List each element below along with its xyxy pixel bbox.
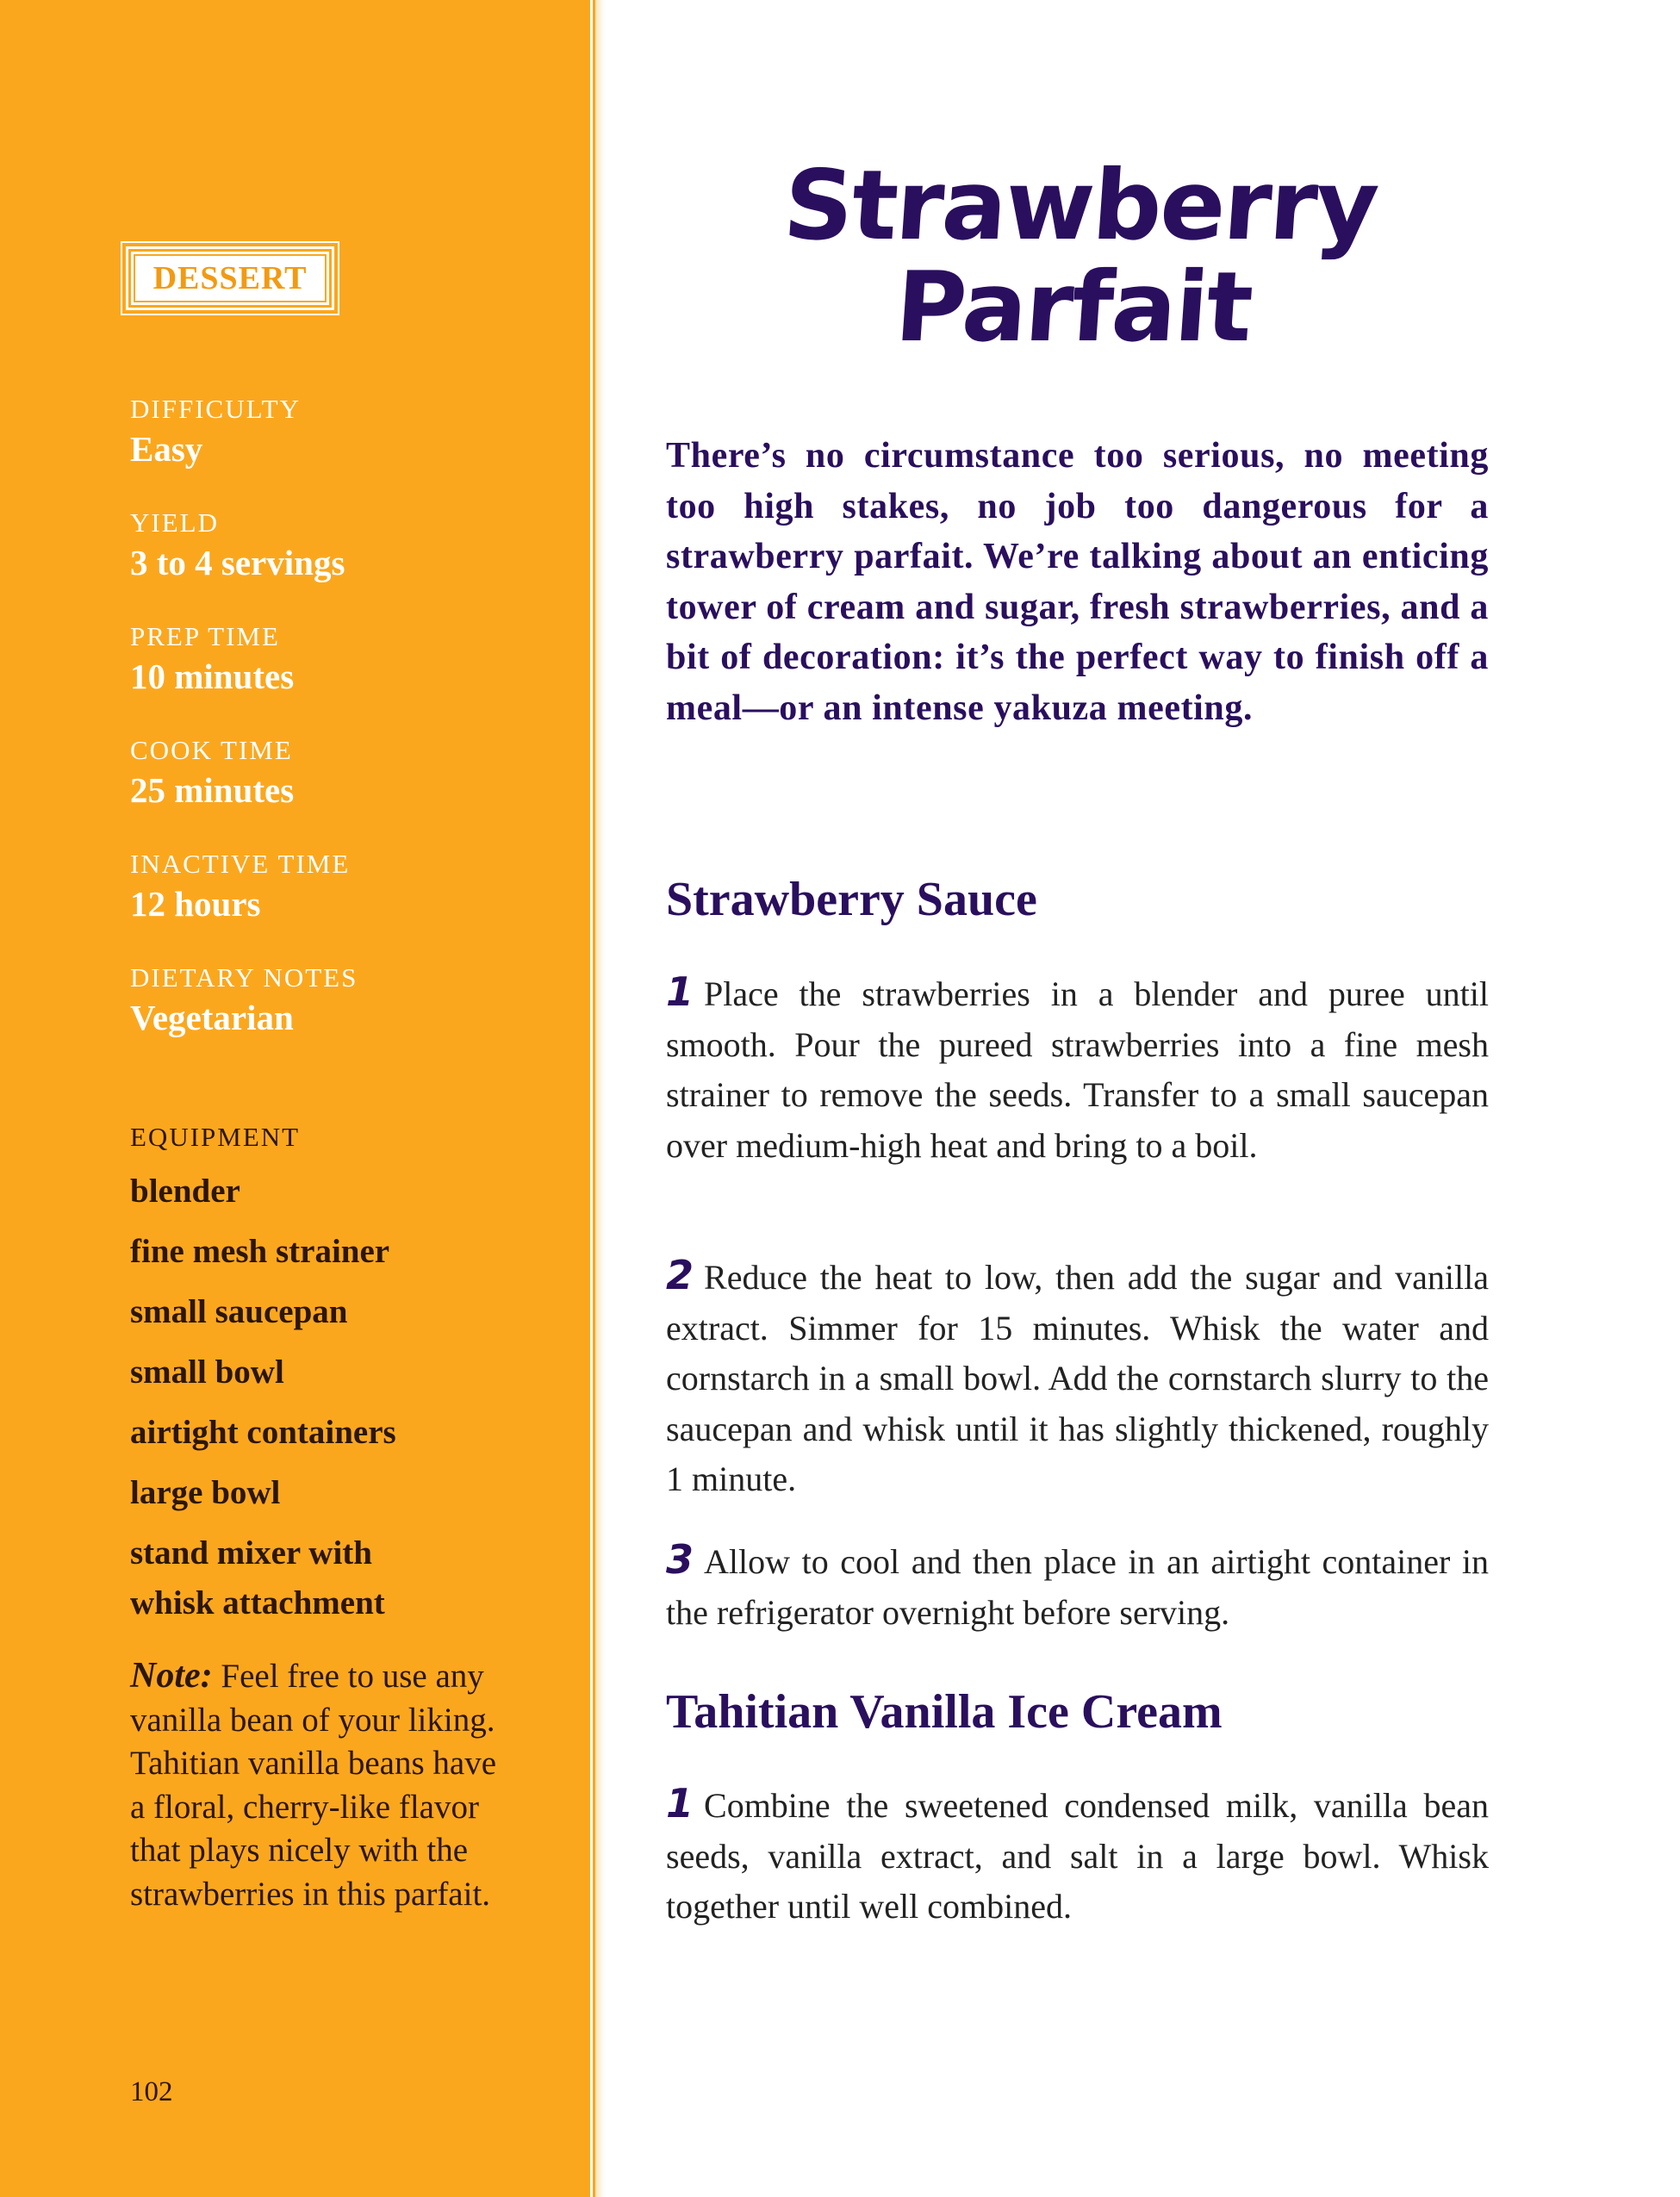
intro-paragraph: There’s no circumstance too serious, no meeting too high stakes, no job too dangerous for a strawberry parfait. We’re talking about an enticing tower of cream and sugar, fresh strawberries, and a bit of decoration: it’s the perfect way to finish off a meal—or an intense yakuza meeting. [666, 436, 1489, 728]
step-number: 3 [666, 1536, 694, 1583]
step-number: 2 [666, 1252, 694, 1298]
meta-prep-time [130, 619, 358, 699]
sidebar-divider [590, 0, 604, 2197]
step [666, 1778, 1489, 1932]
step [666, 1250, 1489, 1505]
equipment-item: blender [130, 1173, 240, 1210]
section-heading: Tahitian Vanilla Ice Cream [666, 1685, 1223, 1739]
title-line: Parfait [892, 252, 1255, 364]
recipe-meta [130, 392, 358, 1074]
meta-dietary-notes [130, 961, 358, 1040]
step-text: Reduce the heat to low, then add the sugar and vanilla extract. Simmer for 15 minutes. Whisk the water and cornstarch in a small bowl. Add the cornstarch slurry to the saucepan and whisk until it has slightly thickened, roughly 1 minute. [666, 1258, 1489, 1498]
step-number: 1 [666, 1780, 694, 1827]
meta-label: YIELD [130, 507, 219, 538]
meta-value: Vegetarian [130, 998, 294, 1037]
meta-value: 10 minutes [130, 657, 295, 696]
sidebar [0, 0, 590, 2197]
category-badge [126, 246, 334, 310]
equipment-item: fine mesh strainer [130, 1233, 390, 1270]
page-title [760, 150, 1395, 364]
equipment-list [130, 1118, 526, 1639]
meta-value: 3 to 4 servings [130, 543, 345, 582]
section-heading: Strawberry Sauce [666, 873, 1037, 926]
step-number: 1 [666, 968, 694, 1015]
meta-label: DIFFICULTY [130, 394, 301, 424]
meta-label: COOK TIME [130, 735, 293, 765]
title-line: Strawberry [780, 150, 1381, 262]
equipment-item: airtight containers [130, 1414, 396, 1451]
note-text: Feel free to use any vanilla bean of your liking. Tahitian vanilla beans have a floral, cherry-like flavor that plays nicely with the strawberries in this parfait. [130, 1658, 497, 1913]
step-text: Combine the sweetened condensed milk, vanilla bean seeds, vanilla extract, and salt in a large bowl. Whisk together until well combined. [666, 1786, 1489, 1926]
equipment-item: large bowl [130, 1474, 281, 1511]
page-number: 102 [130, 2076, 173, 2107]
meta-value: 12 hours [130, 884, 261, 924]
meta-label: INACTIVE TIME [130, 849, 351, 879]
meta-value: Easy [130, 429, 203, 469]
step-text: Allow to cool and then place in an airtight container in the refrigerator overnight before serving. [666, 1542, 1489, 1632]
equipment-item: small saucepan [130, 1293, 348, 1330]
equipment-label: EQUIPMENT [130, 1122, 301, 1152]
meta-inactive-time [130, 847, 358, 926]
equipment-item: small bowl [130, 1354, 284, 1391]
meta-label: DIETARY NOTES [130, 962, 358, 993]
meta-cook-time [130, 733, 358, 812]
equipment-item: stand mixer with whisk attachment [130, 1534, 385, 1621]
note [130, 1654, 518, 1916]
step-text: Place the strawberries in a blender and puree until smooth. Pour the pureed strawberries into a fine mesh strainer to remove the seeds. Transfer to a small saucepan over medium-high heat and bring to a boil. [666, 974, 1489, 1165]
step [666, 967, 1489, 1171]
meta-yield [130, 506, 358, 585]
meta-label: PREP TIME [130, 621, 280, 651]
meta-value: 25 minutes [130, 770, 295, 810]
category-label: DESSERT [152, 260, 308, 296]
meta-difficulty [130, 392, 358, 471]
note-label: Note: [130, 1656, 213, 1696]
step [666, 1534, 1489, 1638]
